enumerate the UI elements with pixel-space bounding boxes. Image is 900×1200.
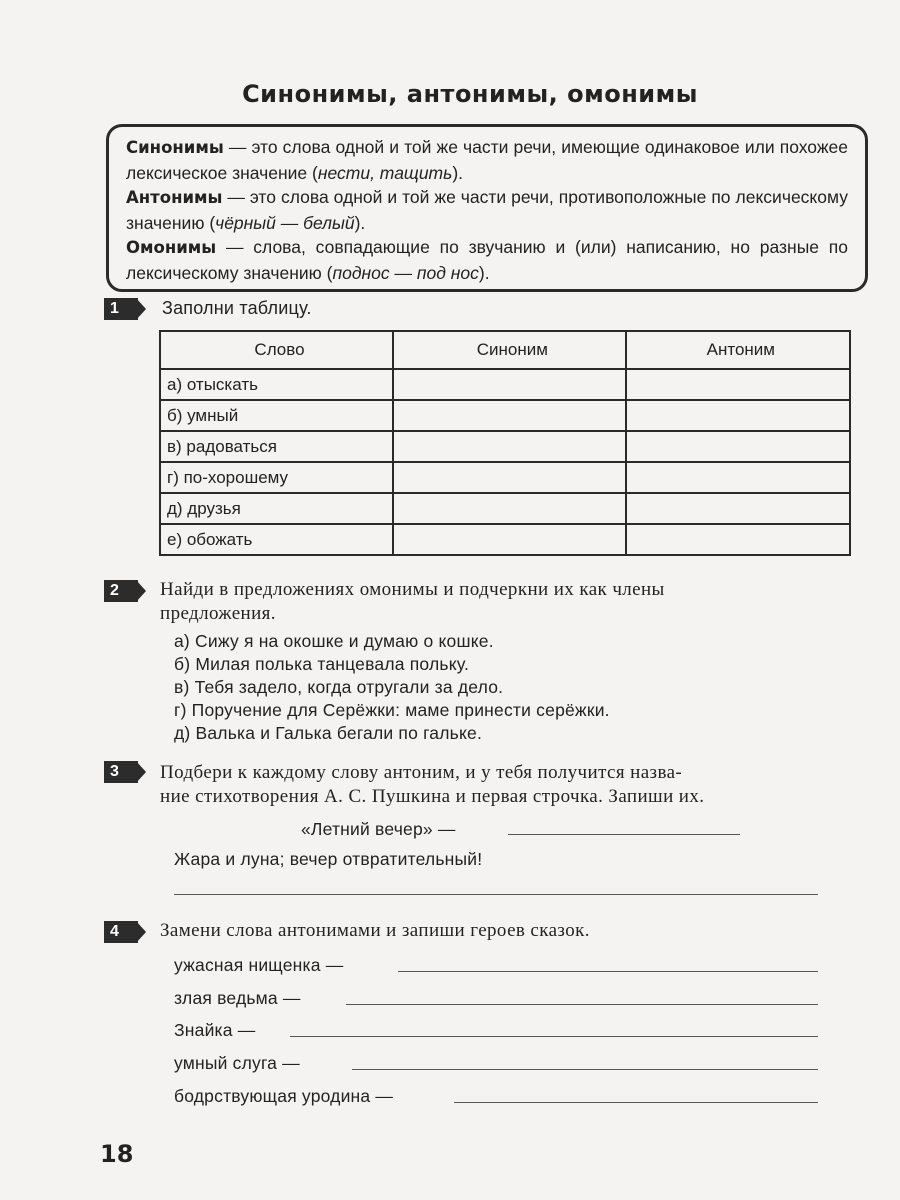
synonym-cell[interactable] xyxy=(393,524,626,555)
antonym-cell[interactable] xyxy=(626,524,850,555)
arrow-icon xyxy=(136,580,146,602)
task-2-marker xyxy=(104,580,152,602)
hero-prompt-4: умный слуга — xyxy=(174,1053,300,1073)
table-row xyxy=(160,493,850,524)
antonym-cell[interactable] xyxy=(626,369,850,400)
word-cell: е) обожать xyxy=(160,524,393,555)
sentence-a: а) Сижу я на окошке и думаю о кошке. xyxy=(174,631,494,651)
synonym-cell[interactable] xyxy=(393,431,626,462)
task-2-text-line2: предложения. xyxy=(160,603,276,624)
synonym-cell[interactable] xyxy=(393,400,626,431)
answer-line[interactable] xyxy=(508,834,740,835)
arrow-icon xyxy=(136,921,146,943)
arrow-icon xyxy=(136,298,146,320)
fill-table xyxy=(159,330,851,556)
synonym-term: Синонимы xyxy=(126,138,224,157)
task-1-text: Заполни таблицу. xyxy=(162,298,312,318)
table-row xyxy=(160,431,850,462)
synonym-cell[interactable] xyxy=(393,462,626,493)
word-cell: г) по-хорошему xyxy=(160,462,393,493)
paren: ). xyxy=(478,262,490,283)
sentence-e: д) Валька и Галька бегали по гальке. xyxy=(174,723,483,743)
homonym-example: поднос — под нос xyxy=(332,262,479,283)
homonym-definition: — слова, совпадающие по звучанию и (или) написанию, но разные по лексическому значению ( xyxy=(126,237,848,283)
definition-box xyxy=(106,124,868,292)
page-number: 18 xyxy=(100,1140,134,1168)
antonym-cell[interactable] xyxy=(626,493,850,524)
answer-line[interactable] xyxy=(346,1004,818,1005)
task-4-number: 4 xyxy=(110,923,119,940)
poem-title-prompt: «Летний вечер» — xyxy=(301,819,456,839)
synonym-cell[interactable] xyxy=(393,493,626,524)
poem-line-prompt: Жара и луна; вечер отвратительный! xyxy=(174,849,483,869)
antonym-example: чёрный — белый xyxy=(215,212,355,233)
paren: ). xyxy=(354,212,366,233)
synonym-definition: — это слова одной и той же части речи, имеющие одинаковое или похожее лексическое значение ( xyxy=(126,137,848,183)
word-cell: в) радоваться xyxy=(160,431,393,462)
synonym-example: нести, тащить xyxy=(317,162,453,183)
hero-prompt-1: ужасная нищенка — xyxy=(174,955,344,975)
task-4-marker xyxy=(104,921,152,943)
table-row xyxy=(160,524,850,555)
answer-line[interactable] xyxy=(290,1036,818,1037)
table-row xyxy=(160,400,850,431)
sentence-d: г) Поручение для Серёжки: маме принести серёжки. xyxy=(174,700,610,720)
word-cell: б) умный xyxy=(160,400,393,431)
paren: ). xyxy=(452,162,464,183)
table-row xyxy=(160,462,850,493)
table-header-word: Слово xyxy=(160,331,393,369)
answer-line[interactable] xyxy=(454,1102,818,1103)
word-cell: д) друзья xyxy=(160,493,393,524)
antonym-definition: — это слова одной и той же части речи, противоположные по лексическому значению ( xyxy=(126,187,848,233)
task-2-number: 2 xyxy=(110,582,119,599)
synonym-cell[interactable] xyxy=(393,369,626,400)
sentence-b: б) Милая полька танцевала польку. xyxy=(174,654,470,674)
task-3-marker xyxy=(104,761,152,783)
hero-prompt-5: бодрствующая уродина — xyxy=(174,1086,394,1106)
hero-prompt-3: Знайка — xyxy=(174,1020,256,1040)
answer-line[interactable] xyxy=(398,971,818,972)
arrow-icon xyxy=(136,761,146,783)
answer-line[interactable] xyxy=(352,1069,818,1070)
table-header-antonym: Антоним xyxy=(626,331,850,369)
hero-prompt-2: злая ведьма — xyxy=(174,988,301,1008)
word-cell: а) отыскать xyxy=(160,369,393,400)
antonym-cell[interactable] xyxy=(626,462,850,493)
answer-line[interactable] xyxy=(174,894,818,895)
task-1-number: 1 xyxy=(110,300,119,317)
task-1-marker xyxy=(104,298,152,320)
antonym-cell[interactable] xyxy=(626,400,850,431)
task-4-text: Замени слова антонимами и запиши героев сказок. xyxy=(160,920,590,941)
table-row xyxy=(160,369,850,400)
page-title: Синонимы, антонимы, омонимы xyxy=(242,80,698,108)
task-3-text-line2: ние стихотворения А. С. Пушкина и первая строчка. Запиши их. xyxy=(160,786,705,807)
table-header-synonym: Синоним xyxy=(393,331,626,369)
homonym-term: Омонимы xyxy=(126,238,217,258)
sentence-c: в) Тебя задело, когда отругали за дело. xyxy=(174,677,504,697)
task-3-text-line1: Подбери к каждому слову антоним, и у тебя получится назва- xyxy=(160,762,683,783)
antonym-cell[interactable] xyxy=(626,431,850,462)
antonym-term: Антонимы xyxy=(126,188,223,208)
task-2-text-line1: Найди в предложениях омонимы и подчеркни их как члены xyxy=(160,579,665,600)
task-3-number: 3 xyxy=(110,763,119,780)
